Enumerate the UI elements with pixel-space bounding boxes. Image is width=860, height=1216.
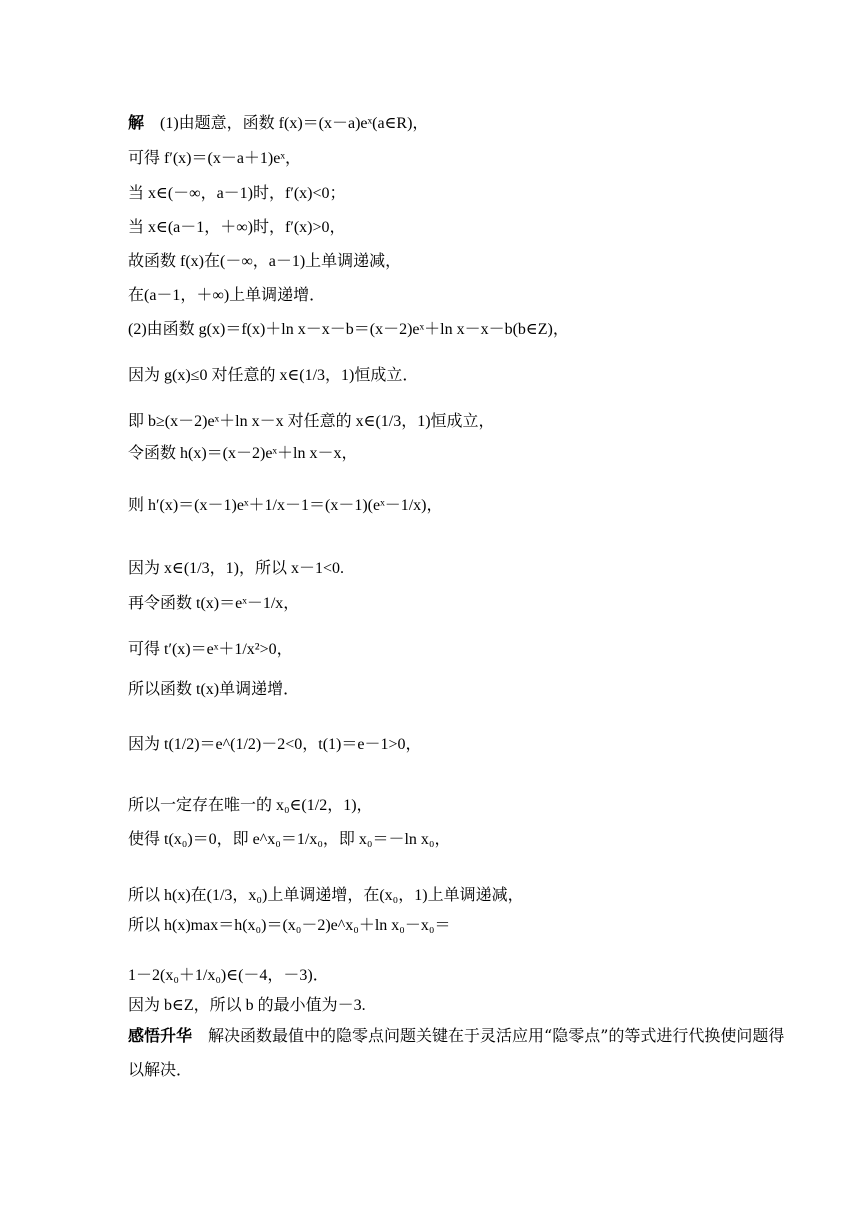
- solution-line-8: 因为 g(x)≤0 对任意的 x∈(1/3，1)恒成立．: [128, 367, 419, 384]
- solution-line-6: 在(a－1，＋∞)上单调递增．: [128, 287, 326, 304]
- solution-line-14: 可得 t′(x)＝eˣ＋1/x²>0，: [128, 641, 293, 658]
- solution-line-10: 令函数 h(x)＝(x－2)eˣ＋ln x－x，: [128, 445, 358, 462]
- solution-line-22: 因为 b∈Z，所以 b 的最小值为－3.: [128, 997, 366, 1014]
- solution-label: 解: [128, 113, 145, 132]
- solution-line-2: 可得 f′(x)＝(x－a＋1)eˣ，: [128, 150, 301, 167]
- solution-line-17: 所以一定存在唯一的 x₀∈(1/2，1)，: [128, 797, 373, 814]
- solution-line-12: 因为 x∈(1/3，1)，所以 x－1<0.: [128, 560, 344, 577]
- summary-title: 感悟升华: [128, 1026, 193, 1045]
- solution-line-13: 再令函数 t(x)＝eˣ－1/x，: [128, 595, 300, 612]
- solution-line-20: 所以 h(x)max＝h(x₀)＝(x₀－2)e^x₀＋ln x₀－x₀＝: [128, 917, 451, 934]
- line-text: (1)由题意，函数 f(x)＝(x－a)eˣ(a∈R)，: [144, 115, 429, 132]
- solution-line-9: 即 b≥(x－2)eˣ＋ln x－x 对任意的 x∈(1/3，1)恒成立，: [128, 413, 495, 430]
- solution-line-18: 使得 t(x₀)＝0，即 e^x₀＝1/x₀，即 x₀＝－ln x₀，: [128, 831, 451, 848]
- solution-line-4: 当 x∈(a－1，＋∞)时，f′(x)>0，: [128, 219, 346, 236]
- solution-line-7: (2)由函数 g(x)＝f(x)＋ln x－x－b＝(x－2)eˣ＋ln x－x－b(b∈Z)，: [128, 321, 569, 338]
- solution-line-16: 因为 t(1/2)＝e^(1/2)－2<0，t(1)＝e－1>0，: [128, 736, 422, 753]
- summary-paragraph: [128, 1019, 800, 1087]
- solution-line-15: 所以函数 t(x)单调递增．: [128, 681, 300, 698]
- solution-line-21: 1－2(x₀＋1/x₀)∈(－4，－3)．: [128, 967, 329, 984]
- solution-line-5: 故函数 f(x)在(－∞，a－1)上单调递减，: [128, 253, 402, 270]
- solution-line-3: 当 x∈(－∞，a－1)时，f′(x)<0；: [128, 185, 346, 202]
- solution-line-19: 所以 h(x)在(1/3，x₀)上单调递增，在(x₀，1)上单调递减，: [128, 887, 524, 904]
- solution-line-11: 则 h′(x)＝(x－1)eˣ＋1/x－1＝(x－1)(eˣ－1/x)，: [128, 497, 443, 514]
- summary-text: 解决函数最值中的隐零点问题关键在于灵活应用“隐零点”的等式进行代换使问题得以解决．: [128, 1026, 785, 1079]
- solution-line-1: [128, 110, 800, 133]
